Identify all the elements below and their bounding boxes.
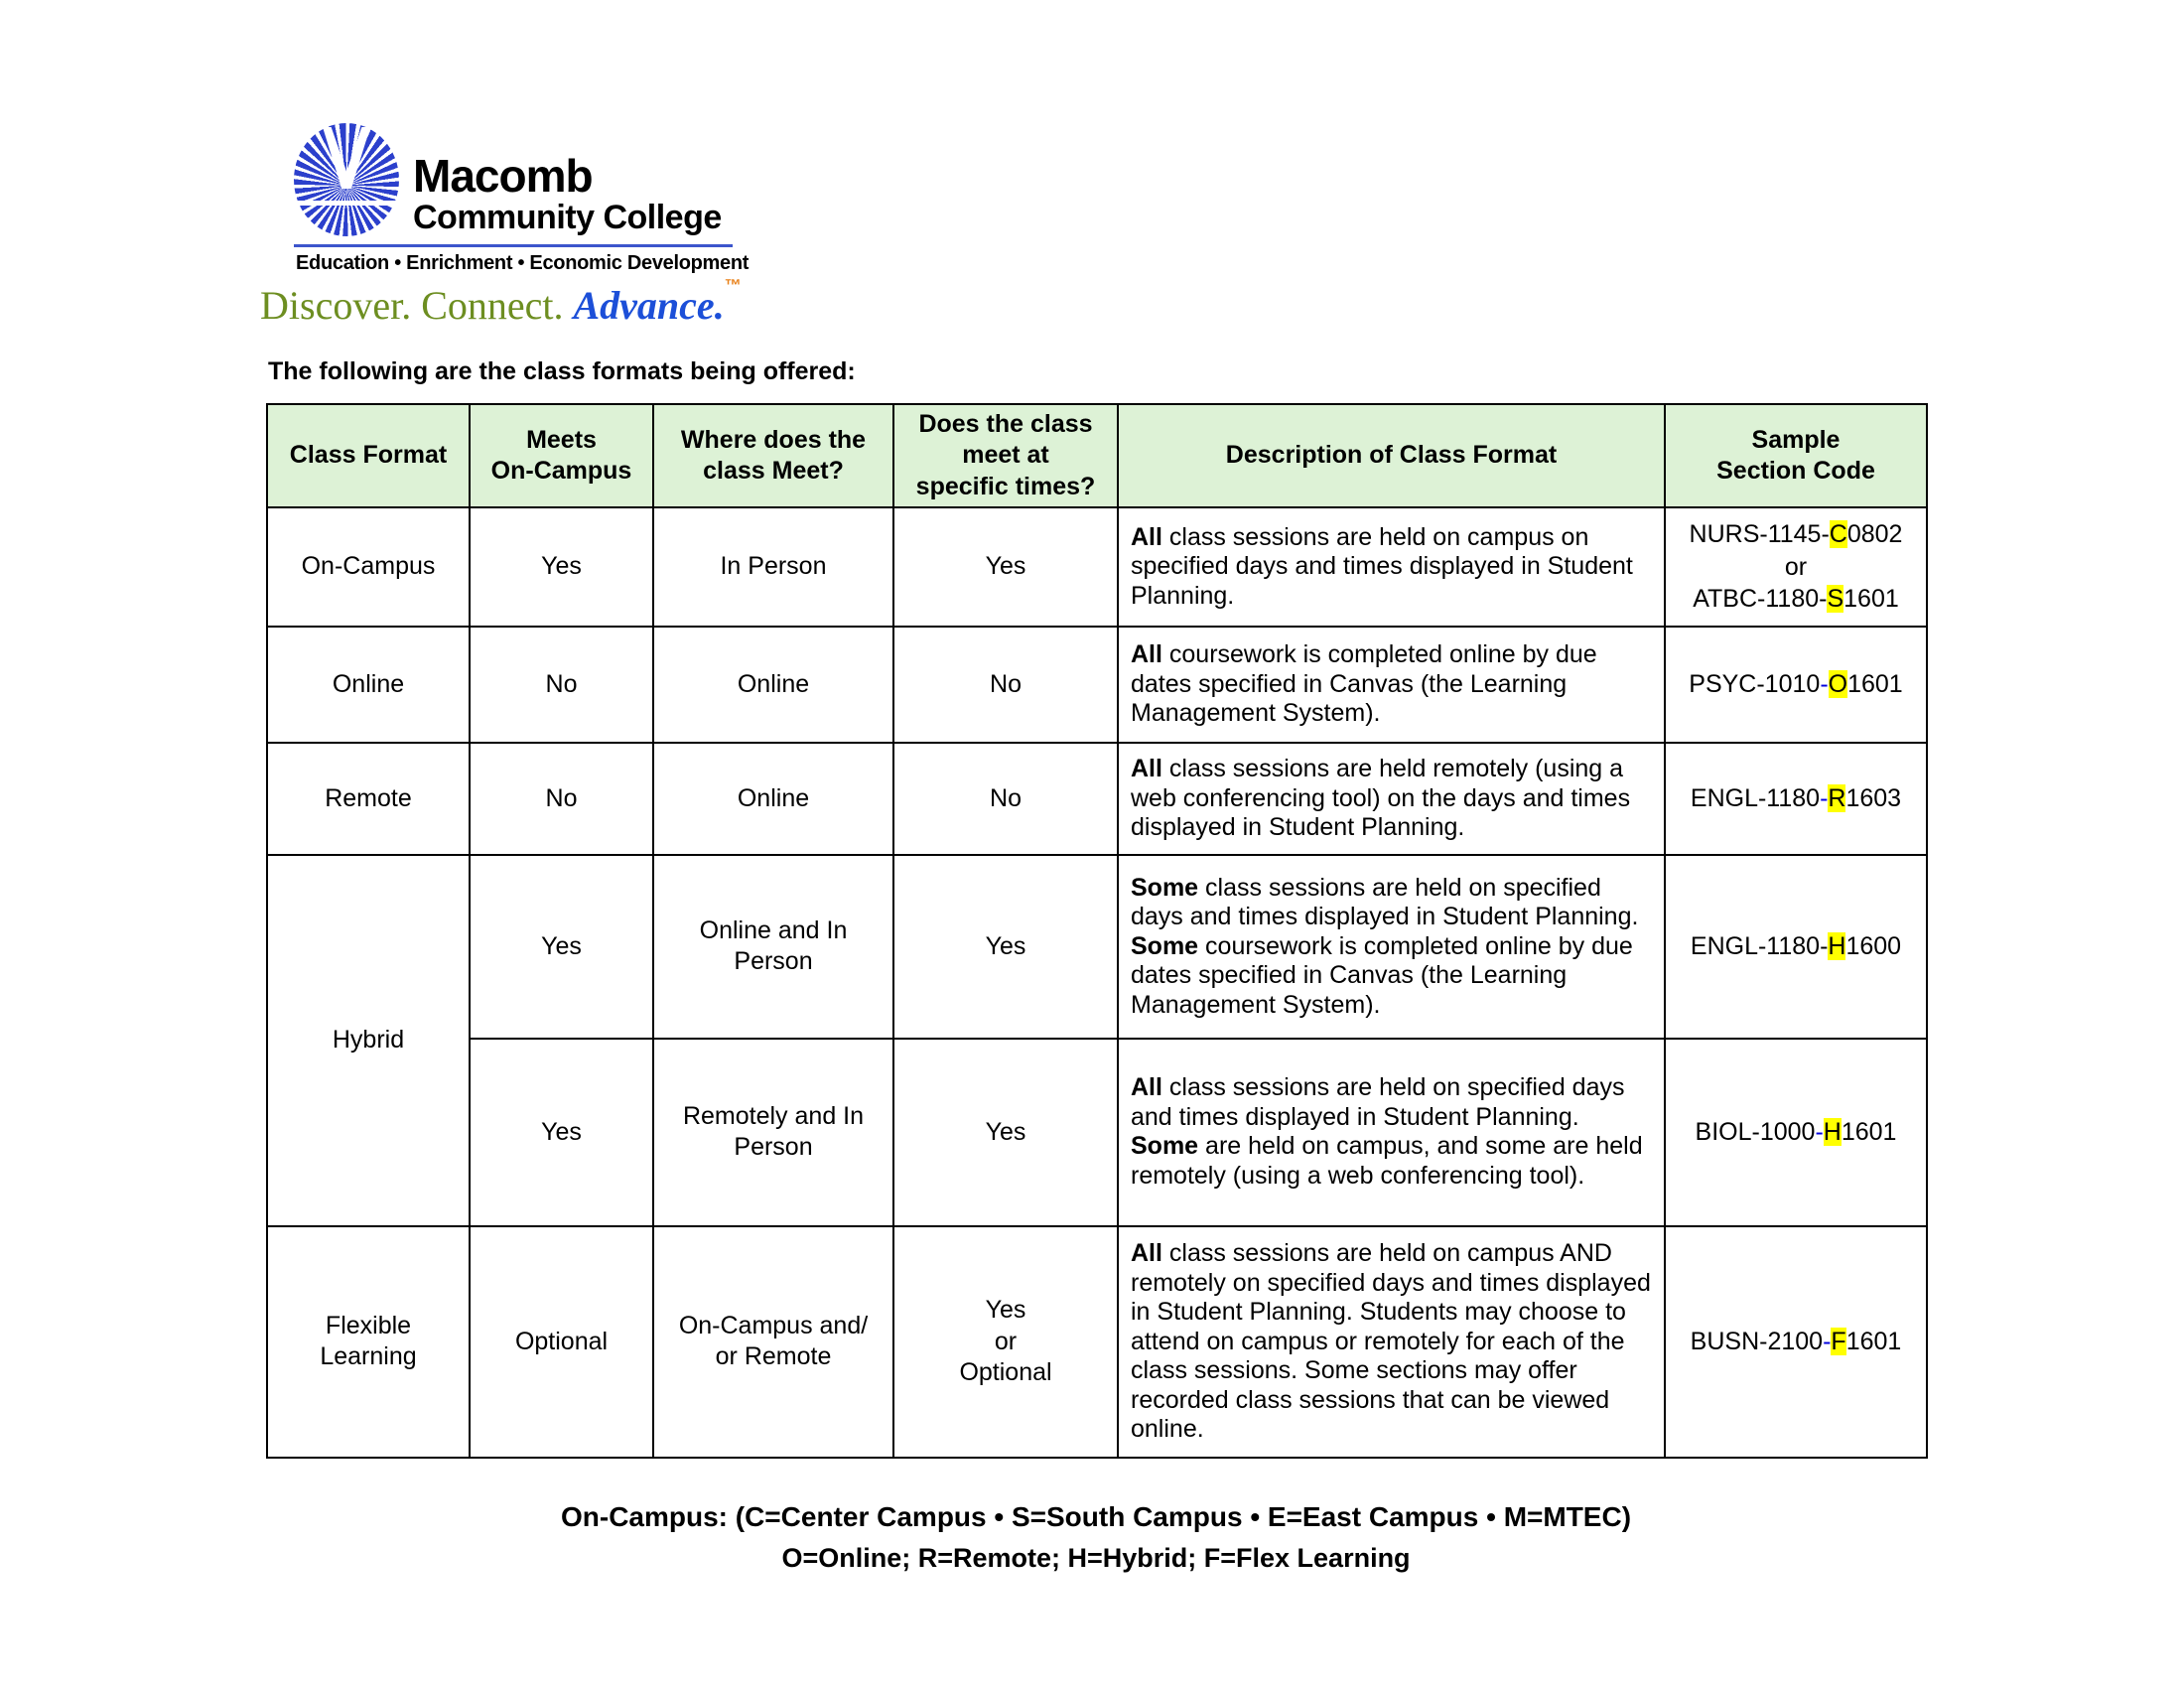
header-where-meet: Where does the class Meet? bbox=[653, 404, 893, 507]
highlighted-code-letter: C bbox=[1829, 520, 1847, 548]
cell-format-on-campus: On-Campus bbox=[267, 507, 470, 627]
cell-meets: No bbox=[470, 743, 653, 855]
cell-meets: No bbox=[470, 627, 653, 743]
table-header-row bbox=[267, 404, 1927, 507]
cell-times: No bbox=[893, 743, 1118, 855]
college-name-line1: Macomb bbox=[413, 150, 593, 202]
table-row-hybrid-2 bbox=[267, 1039, 1927, 1226]
highlighted-code-letter: S bbox=[1827, 585, 1844, 613]
starburst-logo-icon bbox=[294, 123, 399, 236]
table-row-flexible-learning bbox=[267, 1226, 1927, 1458]
highlighted-code-letter: H bbox=[1823, 1118, 1842, 1146]
cell-meets: Yes bbox=[470, 507, 653, 627]
legend-format-codes: O=Online; R=Remote; H=Hybrid; F=Flex Learning bbox=[781, 1543, 1411, 1573]
cell-sample-code bbox=[1665, 507, 1927, 627]
cell-meets: Optional bbox=[470, 1226, 653, 1458]
cell-times: Yes bbox=[893, 855, 1118, 1039]
cell-format-remote: Remote bbox=[267, 743, 470, 855]
header-meets-on-campus: Meets On-Campus bbox=[470, 404, 653, 507]
college-logo bbox=[294, 123, 722, 236]
legend-campus-codes: On-Campus: (C=Center Campus • S=South Campus • E=East Campus • M=MTEC) bbox=[560, 1501, 1632, 1532]
starburst-stripe bbox=[297, 201, 396, 206]
cell-format-online: Online bbox=[267, 627, 470, 743]
cell-where: Online bbox=[653, 627, 893, 743]
header-sample-code: Sample Section Code bbox=[1665, 404, 1927, 507]
college-name bbox=[413, 150, 722, 236]
college-motto: Education • Enrichment • Economic Development bbox=[296, 252, 750, 274]
section-code: BUSN-2100-F1601 bbox=[1690, 1328, 1902, 1355]
cell-where: Online bbox=[653, 743, 893, 855]
cell-description: All coursework is completed online by due dates specified in Canvas (the Learning Management System). bbox=[1118, 627, 1665, 743]
logo-divider-rule bbox=[294, 244, 733, 247]
section-code: ENGL-1180-R1603 bbox=[1690, 784, 1902, 812]
highlighted-code-letter: H bbox=[1828, 932, 1846, 960]
table-row-remote bbox=[267, 743, 1927, 855]
cell-where: Remotely and In Person bbox=[653, 1039, 893, 1226]
tagline-advance: Advance. bbox=[573, 283, 725, 328]
section-code: NURS-1145-C0802 bbox=[1689, 520, 1903, 548]
section-code: ATBC-1180-S1601 bbox=[1693, 585, 1899, 613]
starburst-v-notch bbox=[323, 127, 370, 189]
trademark-symbol: ™ bbox=[724, 276, 742, 295]
tagline-discover-connect: Discover. Connect. bbox=[260, 283, 574, 328]
cell-description: All class sessions are held on specified days and times displayed in Student Planning. Some are held on campus, and some are held remotely (using a web conferencing tool). bbox=[1118, 1039, 1665, 1226]
college-tagline bbox=[260, 276, 742, 329]
cell-description: All class sessions are held on campus on specified days and times displayed in Student Planning. bbox=[1118, 507, 1665, 627]
table-row-online bbox=[267, 627, 1927, 743]
cell-where: Online and In Person bbox=[653, 855, 893, 1039]
highlighted-code-letter: O bbox=[1828, 670, 1848, 698]
code-or: or bbox=[1784, 552, 1808, 581]
cell-format-hybrid: Hybrid bbox=[267, 855, 470, 1226]
cell-meets: Yes bbox=[470, 855, 653, 1039]
cell-times: Yes bbox=[893, 507, 1118, 627]
intro-heading: The following are the class formats being offered: bbox=[268, 357, 856, 385]
cell-description: Some class sessions are held on specified days and times displayed in Student Planning. Some coursework is completed online by due dates specified in Canvas (the Learning Management System). bbox=[1118, 855, 1665, 1039]
header-class-format: Class Format bbox=[267, 404, 470, 507]
cell-format-flexible-learning: Flexible Learning bbox=[267, 1226, 470, 1458]
college-name-line2: Community College bbox=[413, 199, 722, 236]
class-formats-table bbox=[266, 403, 1928, 1459]
section-code: ENGL-1180-H1600 bbox=[1690, 932, 1902, 960]
highlighted-code-letter: F bbox=[1831, 1328, 1846, 1355]
section-code: BIOL-1000-H1601 bbox=[1695, 1118, 1897, 1146]
header-description: Description of Class Format bbox=[1118, 404, 1665, 507]
cell-sample-code bbox=[1665, 1226, 1927, 1458]
cell-times: Yes or Optional bbox=[893, 1226, 1118, 1458]
cell-sample-code bbox=[1665, 627, 1927, 743]
cell-sample-code bbox=[1665, 743, 1927, 855]
table-row-on-campus bbox=[267, 507, 1927, 627]
table-row-hybrid-1 bbox=[267, 855, 1927, 1039]
highlighted-code-letter: R bbox=[1828, 784, 1846, 812]
cell-sample-code bbox=[1665, 855, 1927, 1039]
cell-sample-code bbox=[1665, 1039, 1927, 1226]
cell-description: All class sessions are held on campus AND remotely on specified days and times displayed in Student Planning. Students may choose to attend on campus or remotely for each of the class sessions. Some sections may offer recorded class sessions that can be viewed online. bbox=[1118, 1226, 1665, 1458]
cell-where: On-Campus and/ or Remote bbox=[653, 1226, 893, 1458]
cell-where: In Person bbox=[653, 507, 893, 627]
section-code: PSYC-1010-O1601 bbox=[1689, 670, 1903, 698]
legend-footnote bbox=[266, 1501, 1926, 1574]
header-specific-times: Does the class meet at specific times? bbox=[893, 404, 1118, 507]
cell-description: All class sessions are held remotely (using a web conferencing tool) on the days and times displayed in Student Planning. bbox=[1118, 743, 1665, 855]
cell-times: Yes bbox=[893, 1039, 1118, 1226]
cell-times: No bbox=[893, 627, 1118, 743]
cell-meets: Yes bbox=[470, 1039, 653, 1226]
